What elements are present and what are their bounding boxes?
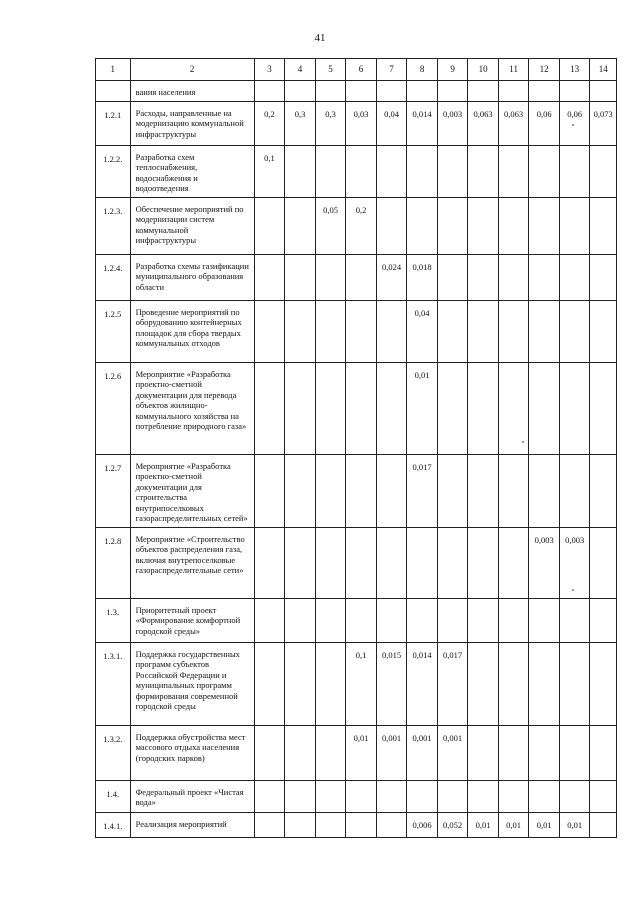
table-row <box>96 642 617 725</box>
value-cell <box>590 642 617 725</box>
value-cell <box>590 527 617 598</box>
value-cell <box>590 145 617 197</box>
value-cell <box>407 81 438 102</box>
value-cell <box>254 527 285 598</box>
value-cell <box>376 145 407 197</box>
value-cell: 0,2 <box>346 197 377 254</box>
column-header: 1 <box>96 59 131 81</box>
value-cell <box>468 598 499 642</box>
value-cell <box>468 81 499 102</box>
row-number: 1.2.8 <box>96 527 131 598</box>
value-cell <box>254 642 285 725</box>
row-name: Разработка схемы газификации муниципального образования области <box>130 254 254 300</box>
value-cell: 0,014 <box>407 101 438 145</box>
value-cell <box>346 454 377 527</box>
value-cell: 0,06 <box>529 101 560 145</box>
value-cell: 0,006 <box>407 812 438 837</box>
value-cell <box>590 300 617 362</box>
value-cell <box>559 145 590 197</box>
value-cell: 0,04 <box>407 300 438 362</box>
value-cell <box>376 197 407 254</box>
value-cell: 0,015 <box>376 642 407 725</box>
value-cell <box>254 362 285 454</box>
value-cell <box>376 362 407 454</box>
value-cell: 0,01 <box>407 362 438 454</box>
row-number: 1.2.5 <box>96 300 131 362</box>
value-cell <box>590 454 617 527</box>
row-number: 1.2.4. <box>96 254 131 300</box>
row-number: 1.2.2. <box>96 145 131 197</box>
value-cell <box>285 81 316 102</box>
value-cell <box>315 362 346 454</box>
scan-speck <box>522 441 524 443</box>
table-row <box>96 254 617 300</box>
value-cell <box>529 780 560 812</box>
value-cell <box>437 362 468 454</box>
value-cell: 0,018 <box>407 254 438 300</box>
value-cell <box>468 780 499 812</box>
value-cell <box>590 598 617 642</box>
value-cell <box>285 642 316 725</box>
value-cell: 0,003 <box>529 527 560 598</box>
value-cell <box>254 197 285 254</box>
value-cell <box>315 145 346 197</box>
value-cell <box>590 780 617 812</box>
value-cell <box>254 725 285 780</box>
value-cell: 0,073 <box>590 101 617 145</box>
value-cell: 0,05 <box>315 197 346 254</box>
value-cell <box>498 598 529 642</box>
value-cell <box>437 254 468 300</box>
value-cell <box>285 300 316 362</box>
row-number: 1.4. <box>96 780 131 812</box>
value-cell <box>559 598 590 642</box>
value-cell <box>559 254 590 300</box>
value-cell <box>407 145 438 197</box>
value-cell: 0,1 <box>254 145 285 197</box>
scan-speck <box>572 589 574 591</box>
page-number: 41 <box>314 32 326 44</box>
value-cell <box>346 812 377 837</box>
value-cell <box>407 598 438 642</box>
value-cell <box>529 725 560 780</box>
column-header: 13 <box>559 59 590 81</box>
value-cell: 0,001 <box>376 725 407 780</box>
value-cell <box>559 362 590 454</box>
value-cell <box>285 362 316 454</box>
value-cell <box>285 527 316 598</box>
value-cell: 0,063 <box>468 101 499 145</box>
value-cell <box>529 300 560 362</box>
value-cell <box>437 300 468 362</box>
row-name: Мероприятие «Разработка проектно-сметной документации для строительства внутрипоселковых газораспределительных сетей» <box>130 454 254 527</box>
value-cell <box>346 598 377 642</box>
data-table <box>95 58 617 838</box>
table-row <box>96 145 617 197</box>
value-cell <box>254 254 285 300</box>
row-name: Разработка схем теплоснабжения, водоснабжения и водоотведения <box>130 145 254 197</box>
value-cell <box>559 197 590 254</box>
value-cell <box>285 145 316 197</box>
value-cell <box>498 527 529 598</box>
value-cell <box>437 197 468 254</box>
value-cell <box>315 780 346 812</box>
value-cell <box>285 780 316 812</box>
value-cell <box>468 642 499 725</box>
row-number: 1.2.3. <box>96 197 131 254</box>
row-number: 1.3.2. <box>96 725 131 780</box>
value-cell <box>498 454 529 527</box>
value-cell: 0,001 <box>437 725 468 780</box>
column-header: 12 <box>529 59 560 81</box>
row-name: Приоритетный проект «Формирование комфортной городской среды» <box>130 598 254 642</box>
row-name: Мероприятие «Строительство объектов распределения газа, включая внутрепоселковые газораспределительные сети» <box>130 527 254 598</box>
value-cell <box>529 254 560 300</box>
value-cell <box>468 527 499 598</box>
value-cell <box>590 362 617 454</box>
table-row <box>96 101 617 145</box>
value-cell: 0,01 <box>529 812 560 837</box>
value-cell <box>346 145 377 197</box>
value-cell: 0,03 <box>346 101 377 145</box>
value-cell <box>346 780 377 812</box>
row-name: вания населения <box>130 81 254 102</box>
value-cell <box>529 454 560 527</box>
value-cell <box>437 454 468 527</box>
value-cell <box>468 197 499 254</box>
row-number: 1.3. <box>96 598 131 642</box>
value-cell <box>315 642 346 725</box>
value-cell <box>254 812 285 837</box>
value-cell: 0,063 <box>498 101 529 145</box>
value-cell <box>559 300 590 362</box>
value-cell <box>468 362 499 454</box>
value-cell <box>254 454 285 527</box>
table-row <box>96 527 617 598</box>
value-cell <box>590 254 617 300</box>
row-number: 1.2.7 <box>96 454 131 527</box>
value-cell <box>498 725 529 780</box>
value-cell <box>285 254 316 300</box>
value-cell: 0,06 <box>559 101 590 145</box>
value-cell <box>468 254 499 300</box>
value-cell: 0,003 <box>559 527 590 598</box>
value-cell <box>315 527 346 598</box>
column-header: 9 <box>437 59 468 81</box>
scan-speck <box>572 124 574 126</box>
value-cell <box>437 598 468 642</box>
value-cell <box>437 527 468 598</box>
value-cell <box>590 81 617 102</box>
value-cell <box>559 725 590 780</box>
value-cell <box>376 454 407 527</box>
value-cell: 0,001 <box>407 725 438 780</box>
value-cell <box>590 197 617 254</box>
column-header: 11 <box>498 59 529 81</box>
value-cell <box>498 254 529 300</box>
value-cell <box>346 527 377 598</box>
column-header: 7 <box>376 59 407 81</box>
value-cell <box>498 300 529 362</box>
value-cell <box>346 300 377 362</box>
column-header: 6 <box>346 59 377 81</box>
value-cell <box>346 254 377 300</box>
value-cell <box>376 812 407 837</box>
column-header: 2 <box>130 59 254 81</box>
value-cell <box>315 81 346 102</box>
value-cell <box>498 642 529 725</box>
value-cell <box>559 454 590 527</box>
value-cell: 0,017 <box>407 454 438 527</box>
value-cell <box>315 812 346 837</box>
value-cell <box>437 145 468 197</box>
value-cell <box>590 725 617 780</box>
value-cell <box>346 81 377 102</box>
table-row <box>96 81 617 102</box>
value-cell <box>468 145 499 197</box>
column-header: 10 <box>468 59 499 81</box>
value-cell <box>285 812 316 837</box>
value-cell <box>437 81 468 102</box>
row-name: Мероприятие «Разработка проектно-сметной документации для перевода объектов жилищно-коммунального хозяйства на потребление природного газа» <box>130 362 254 454</box>
value-cell <box>285 725 316 780</box>
header-row <box>96 59 617 81</box>
value-cell: 0,01 <box>468 812 499 837</box>
value-cell: 0,01 <box>559 812 590 837</box>
value-cell <box>529 81 560 102</box>
value-cell: 0,04 <box>376 101 407 145</box>
value-cell <box>254 780 285 812</box>
table-row <box>96 725 617 780</box>
column-header: 4 <box>285 59 316 81</box>
value-cell <box>468 454 499 527</box>
row-number: 1.3.1. <box>96 642 131 725</box>
value-cell: 0,01 <box>498 812 529 837</box>
column-header: 3 <box>254 59 285 81</box>
table-row <box>96 780 617 812</box>
value-cell <box>376 780 407 812</box>
value-cell <box>498 197 529 254</box>
value-cell <box>468 725 499 780</box>
table-row <box>96 598 617 642</box>
value-cell: 0,3 <box>315 101 346 145</box>
value-cell <box>285 454 316 527</box>
value-cell: 0,003 <box>437 101 468 145</box>
value-cell: 0,024 <box>376 254 407 300</box>
value-cell <box>559 780 590 812</box>
table-row <box>96 812 617 837</box>
value-cell <box>559 81 590 102</box>
table-row <box>96 300 617 362</box>
value-cell <box>285 598 316 642</box>
row-name: Расходы, направленные на модернизацию коммунальной инфраструктуры <box>130 101 254 145</box>
value-cell <box>529 642 560 725</box>
table-row <box>96 362 617 454</box>
value-cell <box>315 598 346 642</box>
value-cell <box>315 725 346 780</box>
value-cell <box>285 197 316 254</box>
row-name: Федеральный проект «Чистая вода» <box>130 780 254 812</box>
table-row <box>96 197 617 254</box>
column-header: 8 <box>407 59 438 81</box>
row-name: Проведение мероприятий по оборудованию контейнерных площадок для сбора твердых коммунальных отходов <box>130 300 254 362</box>
value-cell <box>376 300 407 362</box>
value-cell <box>498 145 529 197</box>
value-cell <box>529 197 560 254</box>
value-cell <box>498 362 529 454</box>
value-cell <box>498 780 529 812</box>
value-cell <box>529 598 560 642</box>
value-cell <box>498 81 529 102</box>
value-cell: 0,052 <box>437 812 468 837</box>
value-cell <box>407 527 438 598</box>
column-header: 5 <box>315 59 346 81</box>
row-number: 1.4.1. <box>96 812 131 837</box>
value-cell <box>376 81 407 102</box>
value-cell <box>254 300 285 362</box>
value-cell <box>315 254 346 300</box>
row-name: Поддержка государственных программ субъектов Российской Федерации и муниципальных программ формирования современной городской среды <box>130 642 254 725</box>
value-cell: 0,3 <box>285 101 316 145</box>
value-cell: 0,01 <box>346 725 377 780</box>
value-cell <box>407 780 438 812</box>
value-cell <box>315 454 346 527</box>
column-header: 14 <box>590 59 617 81</box>
row-name: Реализация мероприятий <box>130 812 254 837</box>
value-cell <box>590 812 617 837</box>
value-cell: 0,017 <box>437 642 468 725</box>
value-cell <box>254 598 285 642</box>
value-cell <box>254 81 285 102</box>
value-cell <box>468 300 499 362</box>
row-number <box>96 81 131 102</box>
row-number: 1.2.6 <box>96 362 131 454</box>
value-cell <box>559 642 590 725</box>
value-cell <box>315 300 346 362</box>
value-cell <box>376 598 407 642</box>
value-cell: 0,1 <box>346 642 377 725</box>
value-cell: 0,014 <box>407 642 438 725</box>
value-cell <box>529 362 560 454</box>
row-number: 1.2.1 <box>96 101 131 145</box>
row-name: Поддержка обустройства мест массового отдыха населения (городских парков) <box>130 725 254 780</box>
table-row <box>96 454 617 527</box>
value-cell <box>529 145 560 197</box>
value-cell <box>376 527 407 598</box>
value-cell: 0,2 <box>254 101 285 145</box>
value-cell <box>437 780 468 812</box>
row-name: Обеспечение мероприятий по модернизации систем коммунальной инфраструктуры <box>130 197 254 254</box>
value-cell <box>407 197 438 254</box>
value-cell <box>346 362 377 454</box>
